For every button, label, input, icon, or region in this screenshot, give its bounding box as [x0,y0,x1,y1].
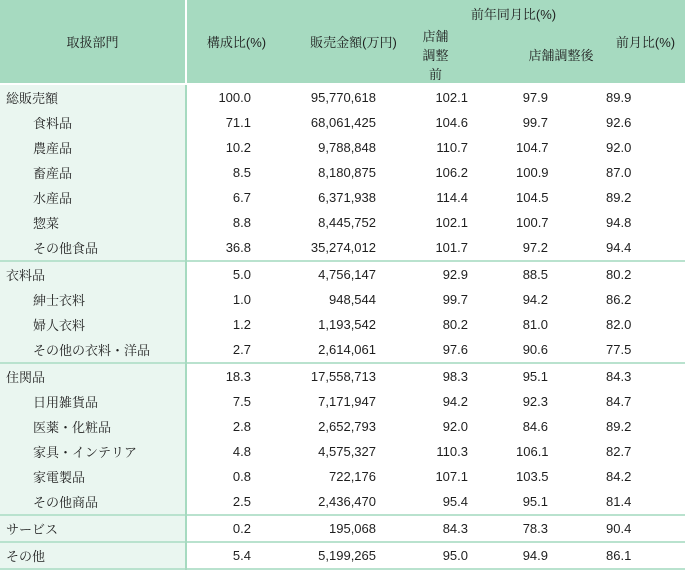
yoy-after-cell: 92.3 [516,389,606,414]
composition-cell: 8.5 [186,160,286,185]
table-row [0,84,685,110]
department-cell: 住関品 [0,363,186,389]
mom-cell: 82.0 [606,312,685,337]
sales-amount-cell: 6,371,938 [286,185,421,210]
composition-cell: 36.8 [186,235,286,261]
department-cell: 水産品 [0,185,186,210]
sales-amount-cell: 17,558,713 [286,363,421,389]
department-cell: 食料品 [0,110,186,135]
mom-cell: 84.3 [606,363,685,389]
sales-amount-cell: 4,756,147 [286,261,421,287]
sales-amount-cell: 7,171,947 [286,389,421,414]
table-row [0,160,685,185]
yoy-before-cell: 94.2 [421,389,516,414]
mom-cell: 86.1 [606,542,685,569]
yoy-after-cell: 95.1 [516,363,606,389]
yoy-after-cell: 97.9 [516,84,606,110]
yoy-after-cell: 84.6 [516,414,606,439]
composition-cell: 2.5 [186,489,286,515]
yoy-after-cell: 78.3 [516,515,606,542]
yoy-after-cell: 94.2 [516,287,606,312]
yoy-before-cell: 101.7 [421,235,516,261]
mom-cell: 94.4 [606,235,685,261]
yoy-before-cell: 98.3 [421,363,516,389]
department-cell: その他食品 [0,235,186,261]
table-row [0,287,685,312]
composition-cell: 5.0 [186,261,286,287]
department-cell: 家具・インテリア [0,439,186,464]
composition-cell: 71.1 [186,110,286,135]
yoy-before-cell: 102.1 [421,84,516,110]
composition-cell: 2.7 [186,337,286,363]
sales-amount-cell: 948,544 [286,287,421,312]
mom-cell: 84.2 [606,464,685,489]
composition-cell: 7.5 [186,389,286,414]
yoy-after-cell: 90.6 [516,337,606,363]
sales-amount-cell: 68,061,425 [286,110,421,135]
yoy-after-cell: 94.9 [516,542,606,569]
sales-amount-cell: 35,274,012 [286,235,421,261]
table-row [0,185,685,210]
mom-cell: 84.7 [606,389,685,414]
yoy-after-cell: 104.7 [516,135,606,160]
header-mom: 前月比(%) [606,0,685,84]
yoy-before-cell: 95.4 [421,489,516,515]
table-row [0,489,685,515]
composition-cell: 6.7 [186,185,286,210]
sales-amount-cell: 8,445,752 [286,210,421,235]
yoy-before-cell: 110.7 [421,135,516,160]
table-row [0,110,685,135]
mom-cell: 94.8 [606,210,685,235]
yoy-before-cell: 106.2 [421,160,516,185]
department-cell: サービス [0,515,186,542]
yoy-after-cell: 100.9 [516,160,606,185]
mom-cell: 90.4 [606,515,685,542]
mom-cell: 86.2 [606,287,685,312]
sales-amount-cell: 2,652,793 [286,414,421,439]
yoy-before-cell: 84.3 [421,515,516,542]
yoy-after-cell: 104.5 [516,185,606,210]
mom-cell: 81.4 [606,489,685,515]
sales-amount-cell: 9,788,848 [286,135,421,160]
header-department: 取扱部門 [0,0,186,84]
sales-amount-cell: 8,180,875 [286,160,421,185]
department-cell: その他 [0,542,186,569]
yoy-after-cell: 81.0 [516,312,606,337]
sales-amount-cell: 1,193,542 [286,312,421,337]
composition-cell: 0.2 [186,515,286,542]
department-cell: 総販売額 [0,84,186,110]
sales-amount-cell: 722,176 [286,464,421,489]
header-yoy-group: 前年同月比(%) [421,0,606,26]
table-row [0,135,685,160]
composition-cell: 5.4 [186,542,286,569]
sales-amount-cell: 5,199,265 [286,542,421,569]
mom-cell: 82.7 [606,439,685,464]
yoy-before-cell: 104.6 [421,110,516,135]
composition-cell: 18.3 [186,363,286,389]
header-composition: 構成比(%) [186,0,286,84]
yoy-after-cell: 97.2 [516,235,606,261]
composition-cell: 1.2 [186,312,286,337]
sales-amount-cell: 95,770,618 [286,84,421,110]
table-row [0,363,685,389]
yoy-before-cell: 102.1 [421,210,516,235]
header-sales-amount: 販売金額(万円) [286,0,421,84]
yoy-before-cell: 107.1 [421,464,516,489]
table-row [0,337,685,363]
composition-cell: 4.8 [186,439,286,464]
yoy-after-cell: 106.1 [516,439,606,464]
table-row [0,542,685,569]
composition-cell: 8.8 [186,210,286,235]
mom-cell: 89.2 [606,185,685,210]
composition-cell: 10.2 [186,135,286,160]
department-cell: 惣菜 [0,210,186,235]
composition-cell: 2.8 [186,414,286,439]
yoy-before-cell: 92.0 [421,414,516,439]
table-row [0,235,685,261]
department-cell: 紳士衣料 [0,287,186,312]
department-cell: 農産品 [0,135,186,160]
department-cell: その他商品 [0,489,186,515]
yoy-before-cell: 95.0 [421,542,516,569]
table-row [0,414,685,439]
table-row [0,312,685,337]
sales-amount-cell: 2,436,470 [286,489,421,515]
table-row [0,389,685,414]
sales-amount-cell: 195,068 [286,515,421,542]
department-cell: 日用雑貨品 [0,389,186,414]
sales-amount-cell: 4,575,327 [286,439,421,464]
mom-cell: 80.2 [606,261,685,287]
table-row [0,261,685,287]
yoy-before-cell: 80.2 [421,312,516,337]
department-cell: 医薬・化粧品 [0,414,186,439]
header-yoy-before-adjust: 店舗調整前 [421,26,516,84]
yoy-after-cell: 95.1 [516,489,606,515]
department-cell: その他の衣料・洋品 [0,337,186,363]
yoy-after-cell: 99.7 [516,110,606,135]
table-header [0,0,685,84]
table-row [0,515,685,542]
yoy-after-cell: 88.5 [516,261,606,287]
table-row [0,439,685,464]
yoy-after-cell: 100.7 [516,210,606,235]
table-row [0,210,685,235]
composition-cell: 1.0 [186,287,286,312]
table-body [0,84,685,569]
mom-cell: 89.9 [606,84,685,110]
yoy-before-cell: 97.6 [421,337,516,363]
table-row [0,464,685,489]
mom-cell: 89.2 [606,414,685,439]
mom-cell: 92.0 [606,135,685,160]
mom-cell: 87.0 [606,160,685,185]
yoy-before-cell: 99.7 [421,287,516,312]
composition-cell: 100.0 [186,84,286,110]
sales-amount-cell: 2,614,061 [286,337,421,363]
yoy-after-cell: 103.5 [516,464,606,489]
department-cell: 家電製品 [0,464,186,489]
composition-cell: 0.8 [186,464,286,489]
department-cell: 衣料品 [0,261,186,287]
department-cell: 婦人衣料 [0,312,186,337]
department-cell: 畜産品 [0,160,186,185]
mom-cell: 92.6 [606,110,685,135]
yoy-before-cell: 110.3 [421,439,516,464]
mom-cell: 77.5 [606,337,685,363]
header-yoy-after-adjust: 店舗調整後 [516,26,606,84]
yoy-before-cell: 114.4 [421,185,516,210]
yoy-before-cell: 92.9 [421,261,516,287]
